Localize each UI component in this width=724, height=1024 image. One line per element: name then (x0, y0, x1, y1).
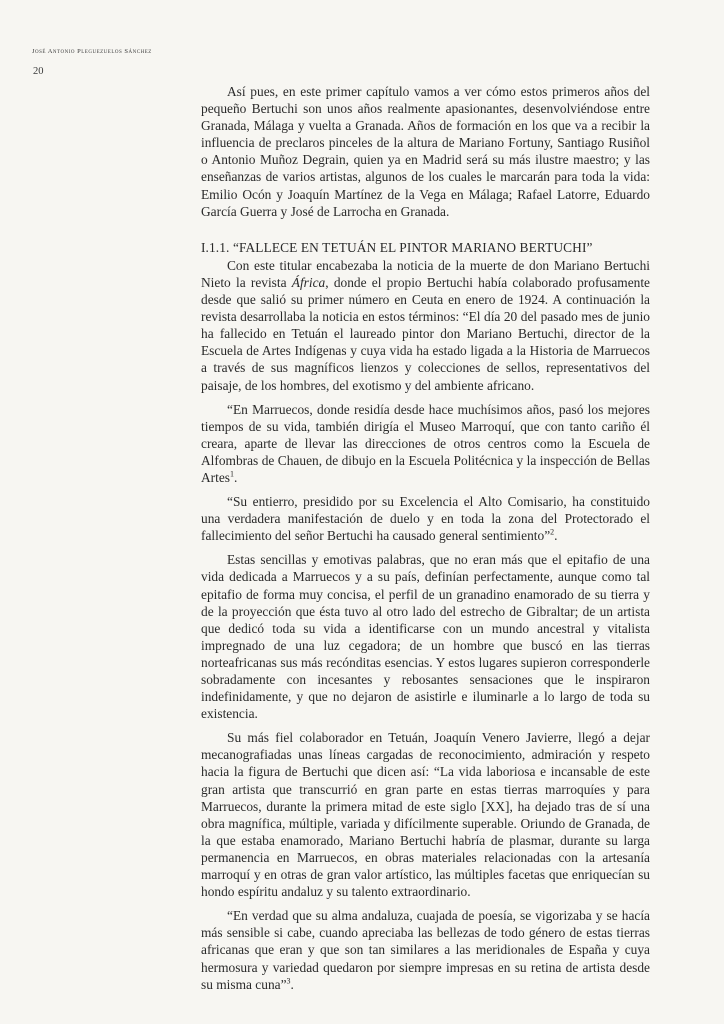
journal-title: África (291, 274, 326, 290)
paragraph-end: . (554, 528, 558, 544)
footnote-ref-3: 3 (286, 976, 291, 986)
running-head: José Antonio Pleguezuelos Sánchez (32, 48, 152, 55)
footnote-ref-1: 1 (230, 469, 235, 479)
paragraph-text: Con este titular encabezaba la noticia de la muerte de don Mariano Bertuchi Nieto la revista (201, 257, 650, 290)
paragraph-epitafio: Estas sencillas y emotivas palabras, que no eran más que el epitafio de una vida dedicada a Marruecos y a su país, definían perfectamente, aunque como tal epitafio de forma muy concisa, el perfil de un granadino enamorado de su tierra y de la proyección que ésta tuvo al otro lado del estrecho de Gibraltar; de un artista que dedicó toda su vida a identificarse con un mundo ancestral y vitalista impregnado de una luz cegadora; de un hombre que buscó en las tierras norteafricanas sus más recónditas esencias. Y estos lugares supieron corresponderle sobradamente con incesantes y rebosantes sensaciones que le inspiraron indefinidamente, y que no dejaron de asistirle e iluminarle a lo largo de toda su existencia. (201, 552, 650, 722)
paragraph-end: . (234, 469, 238, 485)
page-number: 20 (33, 66, 44, 77)
section-heading: I.1.1. “FALLECE EN TETUÁN EL PINTOR MARIANO BERTUCHI” (201, 239, 593, 255)
paragraph-text: “En verdad que su alma andaluza, cuajada de poesía, se vigorizaba y se hacía más sensible si cabe, cuando apreciaba las bellezas de todo género de estas tierras africanas que eran y que son tan similares a las meridionales de España y cuya hermosura y variedad quedaron por siempre impresas en su retina de artista desde su misma cuna” (201, 908, 650, 992)
paragraph-text: “Su entierro, presidido por su Excelencia el Alto Comisario, ha constituido una verdadera manifestación de duelo y en toda la zona del Protectorado el fallecimiento del señor Bertuchi ha causado general sentimiento” (201, 494, 650, 544)
main-text (201, 83, 650, 1000)
paragraph-africa-news (201, 257, 650, 394)
paragraph-alma-andaluza (201, 907, 650, 992)
intro-paragraph: Así pues, en este primer capítulo vamos a ver cómo estos primeros años del pequeño Bertuchi son unos años realmente apasionantes, desenvolviéndose entre Granada, Málaga y vuelta a Granada. Años de formación en los que va a recibir la influencia de preclaros pinceles de la altura de Mariano Fortuny, Santiago Rusiñol o Antonio Muñoz Degrain, quien ya en Madrid será su más ilustre maestro; y las enseñanzas de varios artistas, algunos de los cuales le marcarán para toda la vida: Emilio Ocón y Joaquín Martínez de la Vega en Málaga; Rafael Latorre, Eduardo García Guerra y José de Larrocha en Granada. (201, 84, 650, 219)
paragraph-text: , donde el propio Bertuchi había colaborado profusamente desde que salió su primer número en Ceuta en enero de 1924. A continuación la revista desarrollaba la noticia en estos términos: “El día 20 del pasado mes de junio ha fallecido en Tetuán el laureado pintor don Mariano Bertuchi, director de la Escuela de Artes Indígenas y cuya vida ha estado ligada a la Historia de Marruecos a través de sus magníficos lienzos y colecciones de sellos, representativos del paisaje, de los hombres, del exotismo y del ambiente africano. (201, 274, 650, 393)
footnote-ref-2: 2 (550, 527, 555, 537)
paragraph-marruecos (201, 401, 650, 486)
paragraph-venero: Su más fiel colaborador en Tetuán, Joaquín Venero Javierre, llegó a dejar mecanografiadas unas líneas cargadas de reconocimiento, admiración y respeto hacia la figura de Bertuchi que dicen así: “La vida laboriosa e incansable de este gran artista que transcurrió en gran parte en estas tierras marroquíes y para Marruecos, durante la primera mitad de este siglo [XX], ha dejado tras de sí una obra magnífica, múltiple, variada y difícilmente superable. Oriundo de Granada, de la que estaba enamorado, Mariano Bertuchi habría de plasmar, durante su larga permanencia en Marruecos, en obras materiales relacionadas con la artesanía marroquí y en otras de gran valor artístico, las múltiples facetas que enriquecían su hondo espíritu andaluz y su talento extraordinario. (201, 730, 650, 900)
paragraph-entierro (201, 493, 650, 544)
paragraph-end: . (290, 976, 294, 992)
paragraph-text: “En Marruecos, donde residía desde hace muchísimos años, pasó los mejores tiempos de su vida, también dirigía el Museo Marroquí, que con tanto cariño él creara, aparte de llevar las direcciones de otros centros como la Escuela de Alfombras de Chauen, de dibujo en la Escuela Politécnica y la inspección de Bellas Artes (201, 401, 650, 485)
